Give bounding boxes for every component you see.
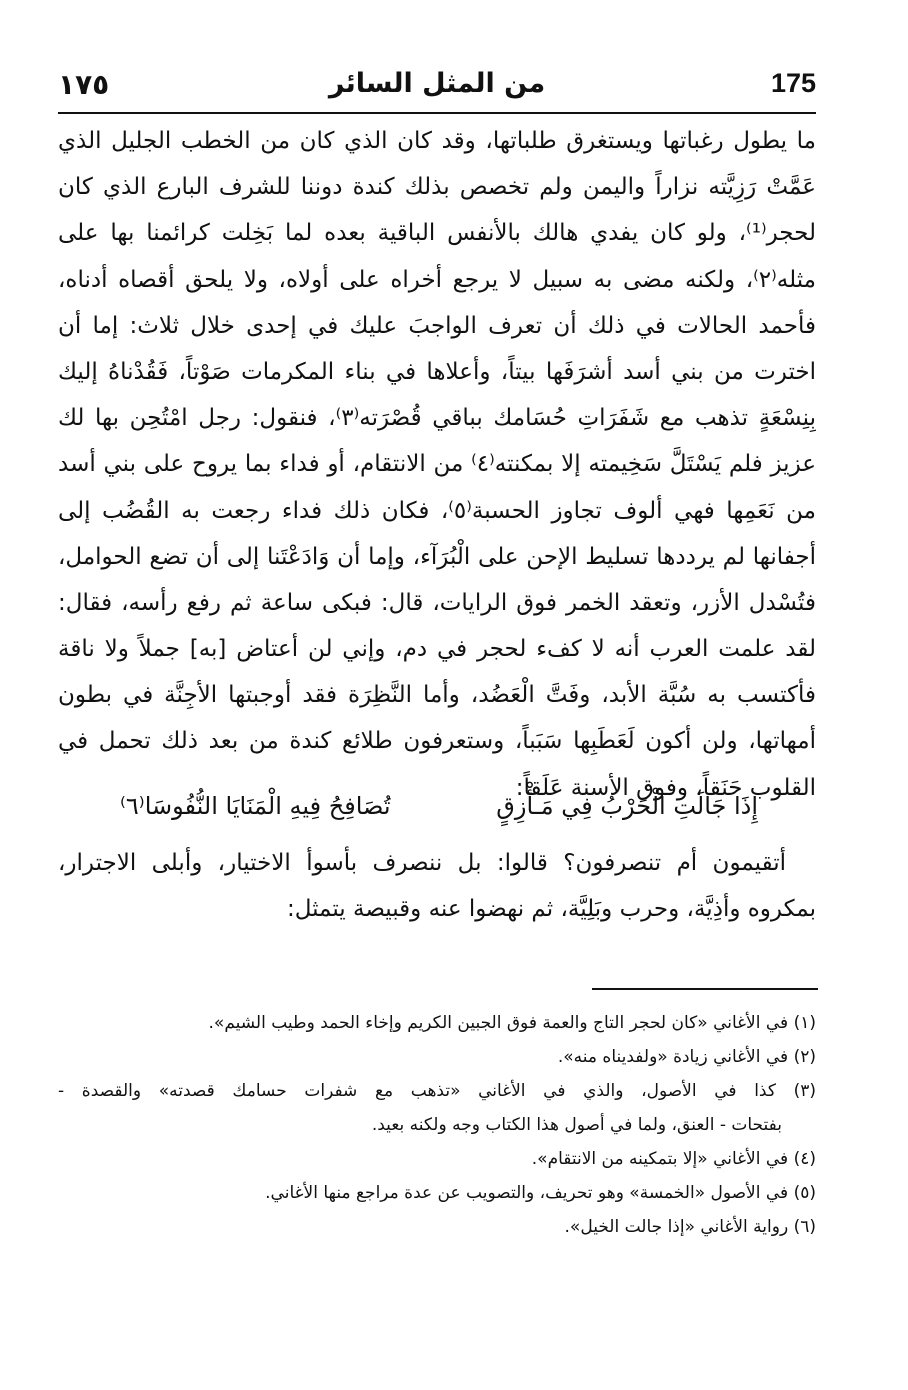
body-line: عَمَّتْ رَزِيَّته نزاراً واليمن ولم تخصص بذلك كندة دوننا للشرف البارع الذي كان [58,174,816,201]
body-line: أتقيمون أم تنصرفون؟ قالوا: بل ننصرف بأسوأ الاختيار، وأبلى الاجترار، [58,850,786,876]
footnote-continuation: بفتحات - العنق، ولما في أصول هذا الكتاب وجه ولكنه بعيد. [371,1115,782,1135]
footnote: (٥) في الأصول «الخمسة» وهو تحريف، والتصويب عن عدة مراجع منها الأغاني. [265,1183,816,1203]
body-line: لقد علمت العرب أنه لا كفء لحجر في دم، وإني لن أعتاض [به] جملاً ولا ناقة [58,636,816,663]
running-title: من المثل السائر [328,68,546,99]
footnotes [58,1006,816,1244]
page-header [58,68,816,108]
body-line: بمكروه وأذِيَّة، وحرب وبَلِيَّة، ثم نهضوا عنه وقبيصة يتمثل: [286,896,816,923]
body-line: عزيز فلم يَسْتَلَّ سَخِيمته إلا بمكنته⁽٤⁾ من الانتقام، أو فداء بما يروح على بني أسد [58,451,816,478]
body-line: اخترت من بني أسد أشرَفَها بيتاً، وأعلاها في بناء المكرمات صَوْتاً، فَقُدْناهُ إليك [58,358,816,385]
body-line: فأحمد الحالات في ذلك أن تعرف الواجبَ عليك في إحدى خلال ثلاث: إما أن [58,312,816,339]
body-line: أمهاتها، ولن أكون لَعَطَبِها سَبَباً، وستعرفون طلائع كندة من بعد ذلك تحمل في [58,728,816,755]
poetry-verse [120,792,758,842]
body-line: مثله⁽٢⁾، ولكنه مضى به سبيل لا يرجع أخراه على أولاه، ولا يلحق أقصاه أدناه، [58,266,816,293]
body-line: فتُسْدل الأزر، وتعقد الخمر فوق الرايات، قال: فبكى ساعة ثم رفع رأسه، فقال: [58,589,816,616]
body-line: لحجر⁽¹⁾، ولو كان يفدي هالك بالأنفس الباقية بعده لما بَخِلت كرائمنا بها على [58,220,816,247]
page-number: 175 [770,68,816,98]
verse-hemistich-second: تُصَافِحُ فِيهِ الْمَنَايَا النُّفُوسَا⁽٦⁾ [120,792,391,820]
page-number-arabic: ١٧٥ [58,68,110,101]
footnote: (٤) في الأغاني «إلا بتمكينه من الانتقام». [531,1149,816,1169]
body-text-continued [58,840,816,932]
footnote: (١) في الأغاني «كان لحجر التاج والعمة فوق الجبين الكريم وإخاء الحمد وطيب الشيم». [208,1013,816,1033]
verse-hemistich-first: إِذَا جَالَتِ الْحَرْبُ فِي مَـأْزِقٍ [496,792,758,820]
body-line: فأكتسب به سُبَّة الأبد، وفَتَّ الْعَضُد، وأما النَّظِرَة فقد أوجبتها الأجِنَّة في بطون [58,682,816,709]
footnote: (٢) في الأغاني زيادة «ولفديناه منه». [557,1047,816,1067]
body-line: ما يطول رغباتها ويستغرق طلباتها، وقد كان الذي كان من الخطب الجليل الذي [58,128,816,154]
footnote: (٦) رواية الأغاني «إذا جالت الخيل». [564,1217,816,1237]
body-text [58,118,816,811]
footnote: (٣) كذا في الأصول، والذي في الأغاني «تذهب مع شفرات حسامك قصدته» والقصدة - [58,1081,816,1101]
body-line: القلوب حَنَقاً، وفوق الأسنة عَلَقاً: [515,774,816,801]
footnote-rule [592,988,818,990]
body-line: من نَعَمِها فهي ألوف تجاوز الحسبة⁽٥⁾، فكان ذلك فداء رجعت به القُضُب إلى [58,497,816,524]
header-rule [58,112,816,114]
body-line: بِنِسْعَةٍ تذهب مع شَفَرَاتِ حُسَامك بباقي قُصْرَته⁽٣⁾، فنقول: رجل امْتُحِن بها لك [58,405,816,432]
body-line: أجفانها لم يرددها تسليط الإحن على الْبُرَآء، وإما أن وَادَعْتَنا إلى أن تضع الحوامل، [58,543,816,570]
